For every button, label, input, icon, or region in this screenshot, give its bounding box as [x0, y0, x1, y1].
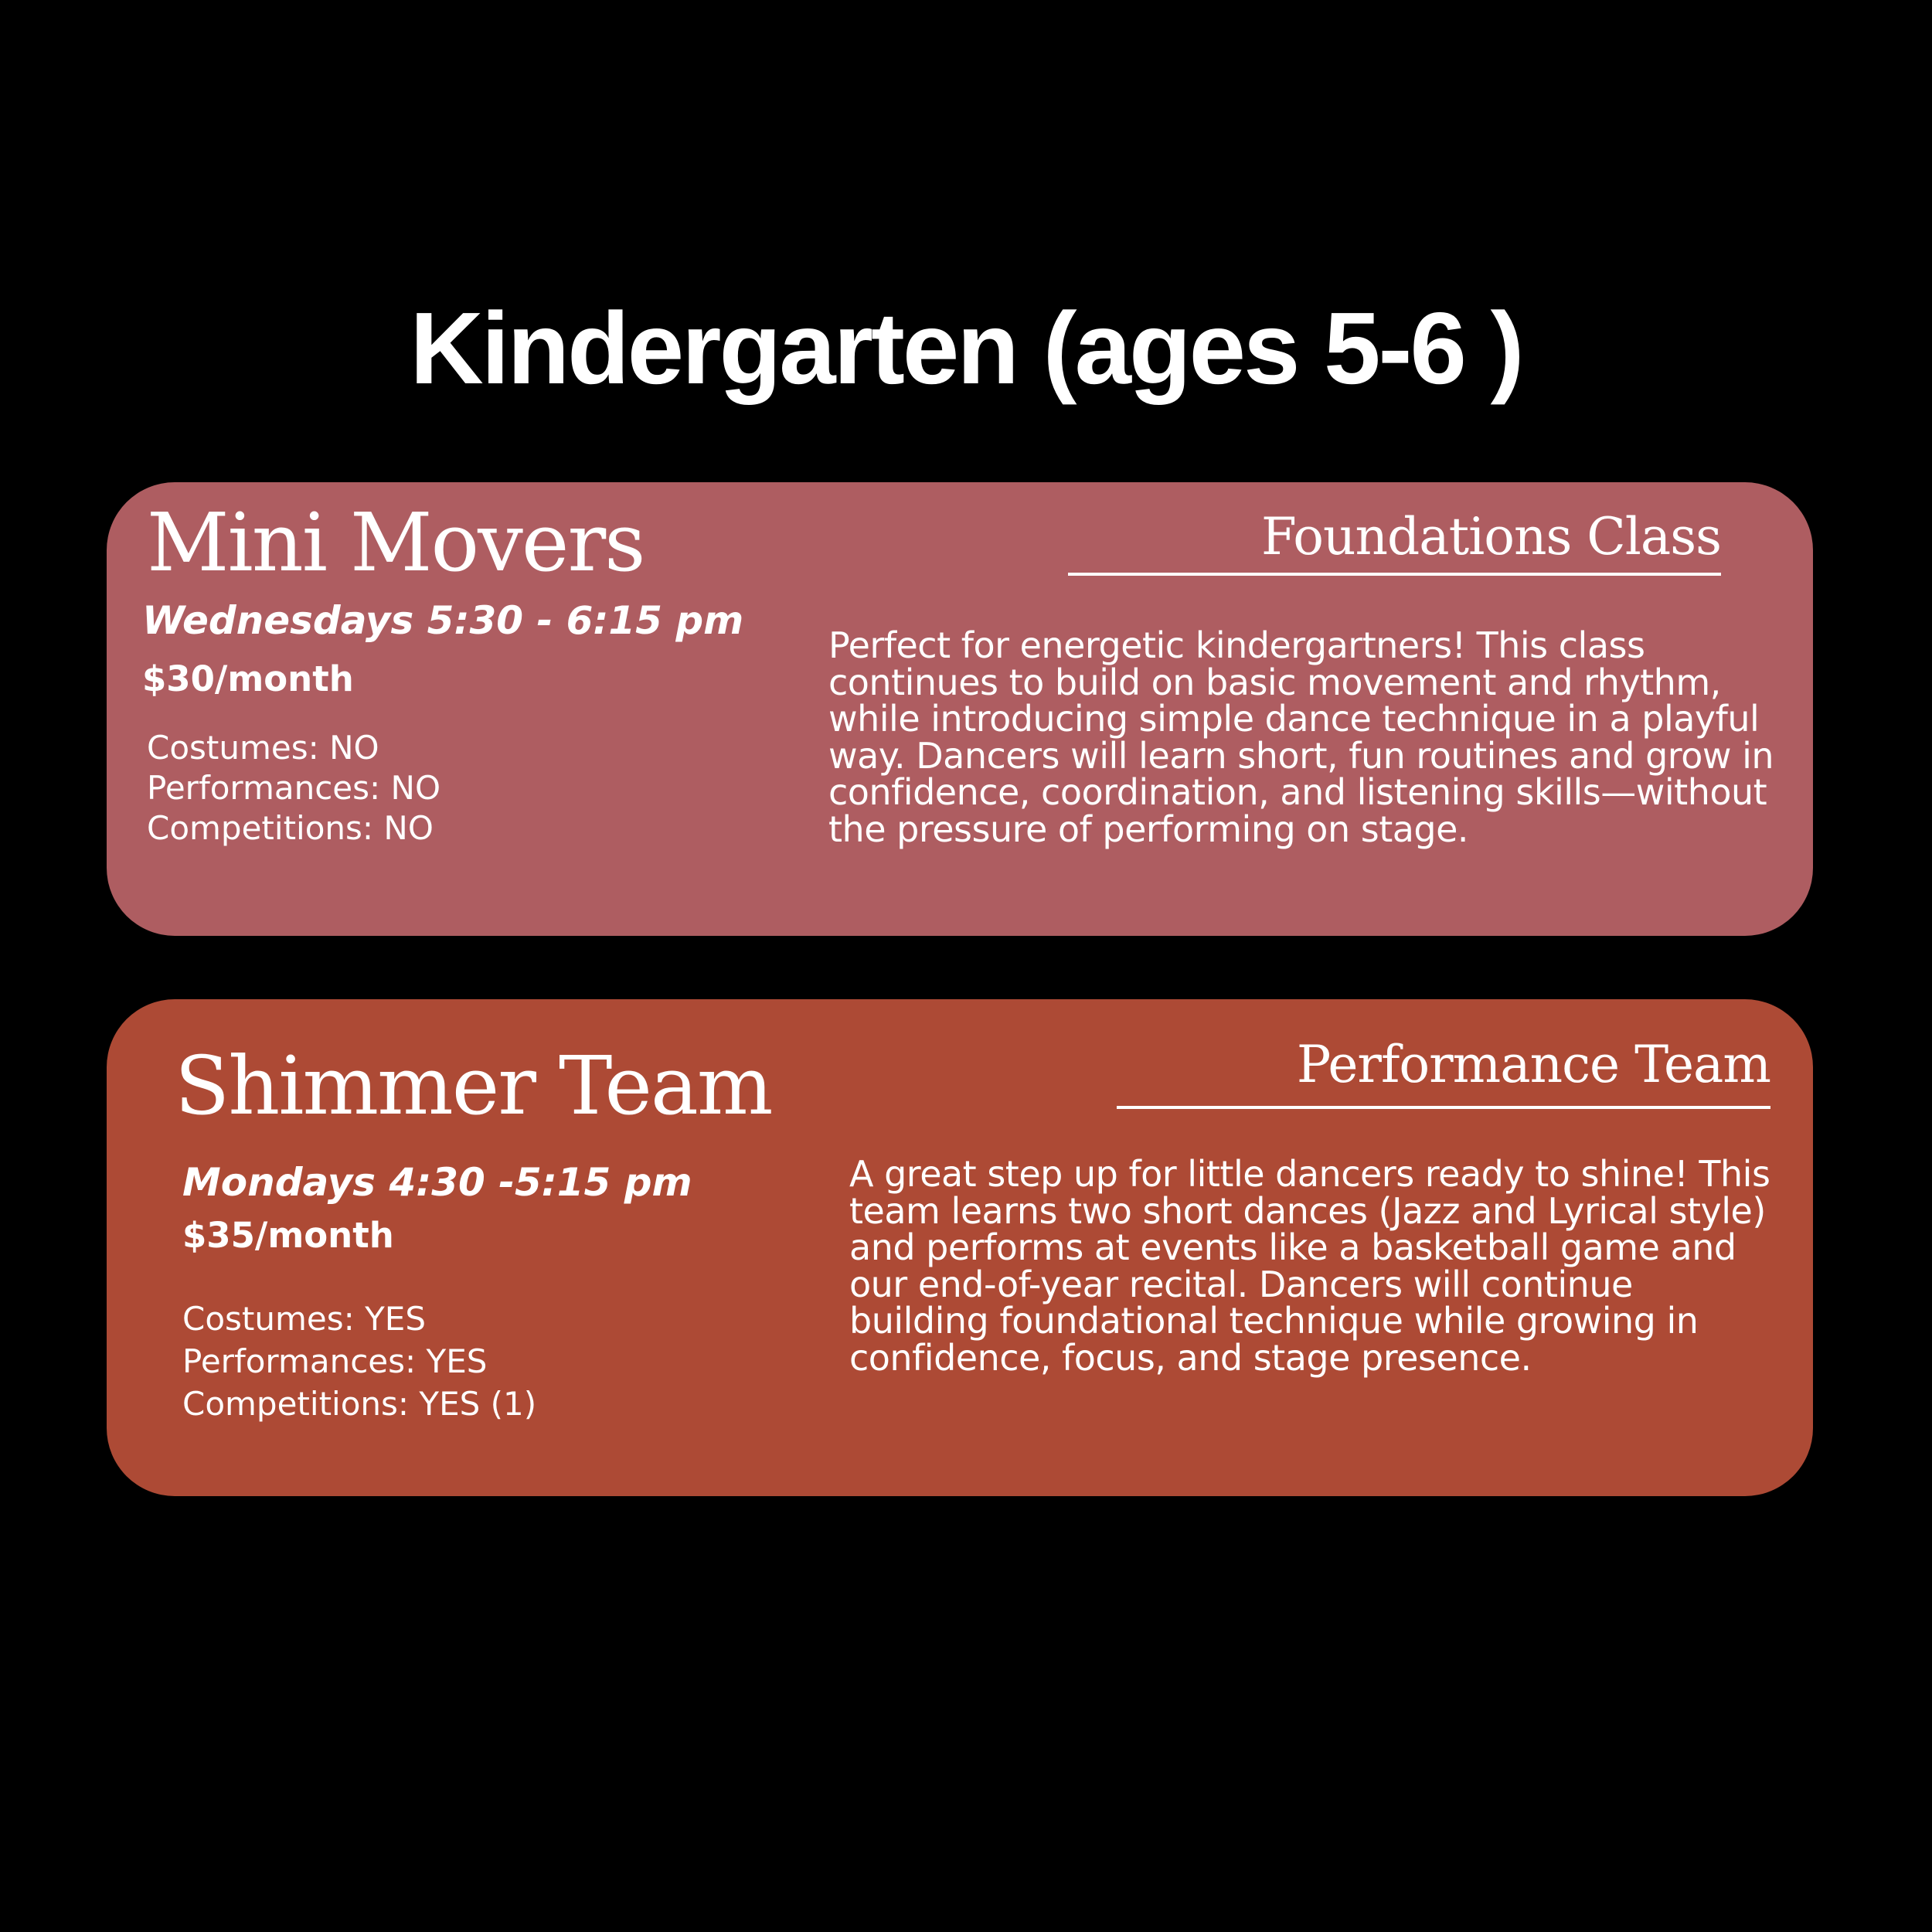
- class-price: $30/month: [142, 658, 354, 699]
- class-schedule: Wednesdays 5:30 - 6:15 pm: [142, 598, 744, 643]
- class-type-underline: [1068, 573, 1721, 576]
- class-price: $35/month: [182, 1215, 394, 1256]
- detail-competitions: Competitions: YES (1): [182, 1385, 537, 1423]
- class-description: A great step up for little dancers ready to shine! This team learns two short dances (Jazz and Lyrical style) and performs at events like a basketball game and our end-of-year recital. Dancers will continue building foundational technique while growing in confidence, focus, and stage presence.: [849, 1153, 1770, 1379]
- detail-performances: Performances: NO: [147, 769, 441, 807]
- class-type-underline: [1117, 1106, 1770, 1109]
- detail-costumes: Costumes: YES: [182, 1300, 426, 1338]
- class-description: Perfect for energetic kindergartners! This class continues to build on basic movement and rhythm, while introducing simple dance technique in a playful way. Dancers will learn short, fun routines and grow in confidence, coordination, and listening skills—without the pressure of performing on stage.: [828, 624, 1774, 850]
- class-type: Performance Team: [1296, 1035, 1770, 1094]
- class-type: Foundations Class: [1261, 507, 1721, 566]
- page-title: Kindergarten (ages 5-6 ): [410, 291, 1522, 405]
- class-details: [182, 1298, 536, 1425]
- detail-competitions: Competitions: NO: [147, 809, 434, 847]
- class-name: Mini Movers: [147, 495, 645, 590]
- class-card-mini-movers: [107, 482, 1813, 936]
- class-schedule: Mondays 4:30 -5:15 pm: [182, 1160, 692, 1205]
- class-details: [147, 728, 440, 849]
- detail-costumes: Costumes: NO: [147, 729, 379, 767]
- class-name: Shimmer Team: [175, 1039, 772, 1133]
- class-card-shimmer-team: [107, 999, 1813, 1496]
- detail-performances: Performances: YES: [182, 1342, 488, 1380]
